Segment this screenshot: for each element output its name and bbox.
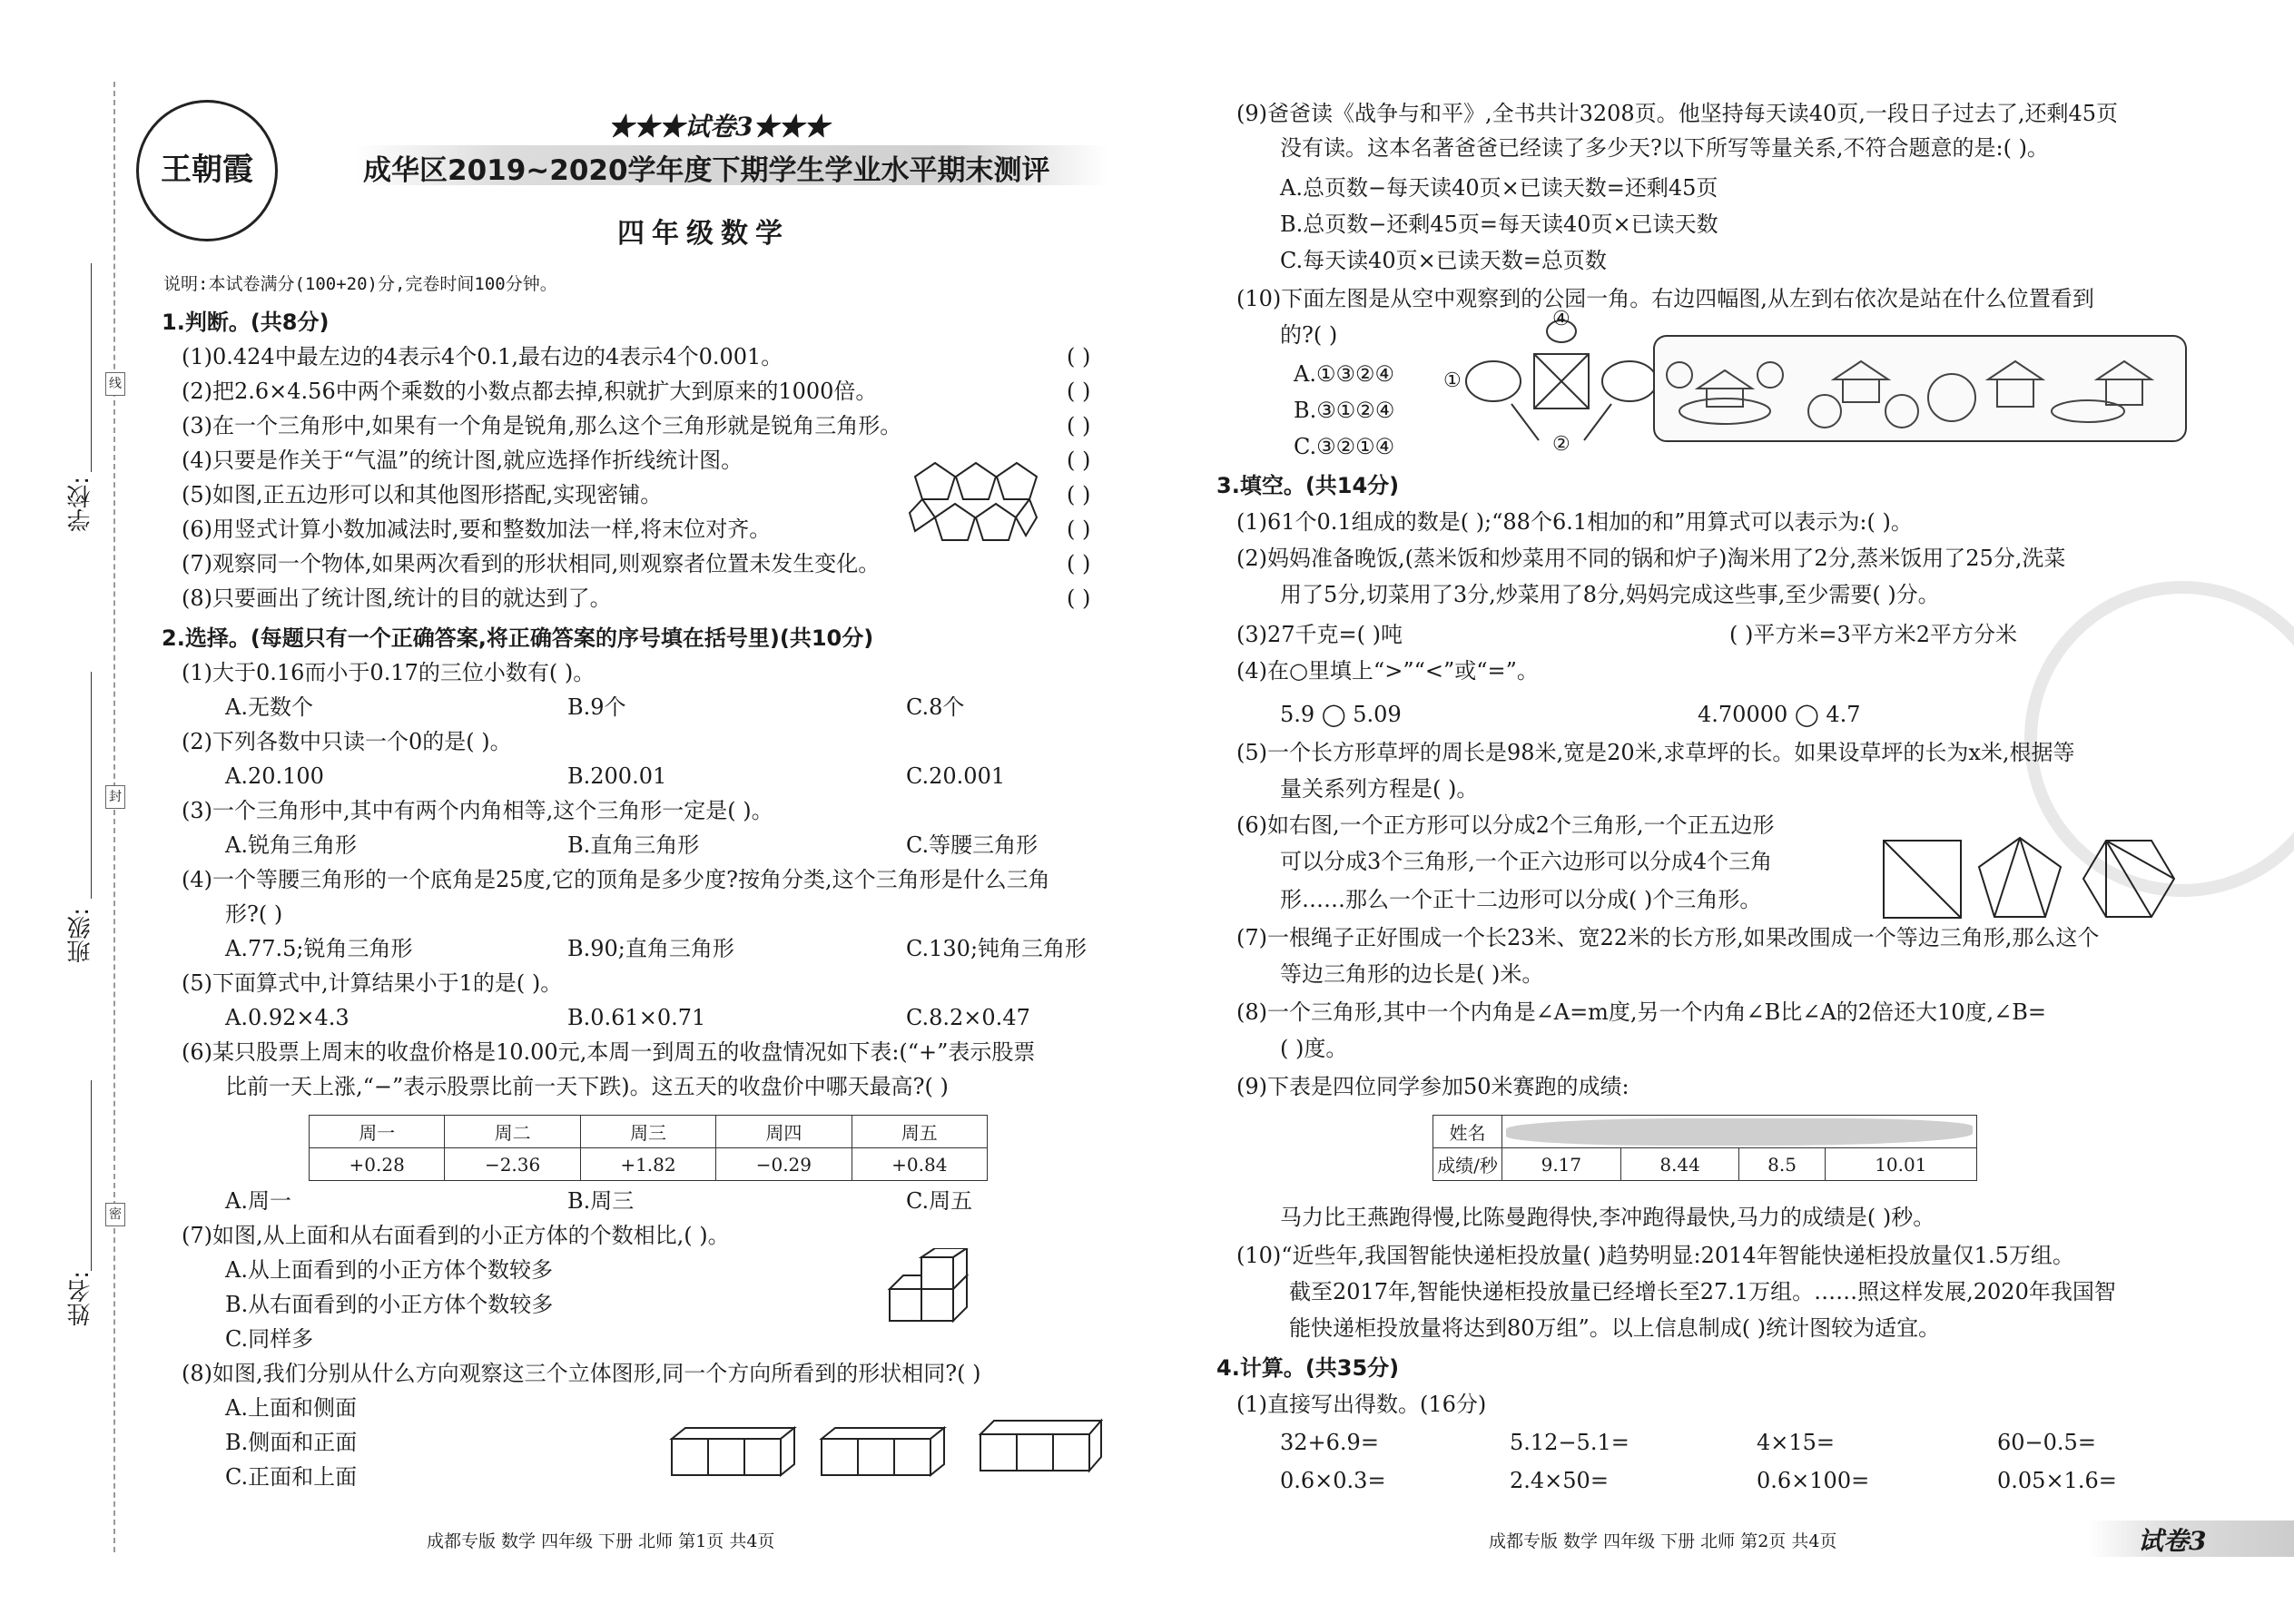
choice-option[interactable]: A.无数个 <box>225 694 313 720</box>
park-views-figure <box>1652 334 2188 443</box>
school-field[interactable] <box>91 263 92 472</box>
choice-option[interactable]: A.上面和侧面 <box>225 1395 357 1421</box>
judge-item: (1)0.424中最左边的4表示4个0.1,最右边的4表示4个0.001。 <box>182 344 783 369</box>
choice-option[interactable]: C.周五 <box>906 1188 973 1214</box>
footer-left: 成都专版 数学 四年级 下册 北师 第1页 共4页 <box>427 1531 775 1551</box>
choice-option[interactable]: A.总页数−每天读40页×已读天数=还剩45页 <box>1280 175 1718 201</box>
calc-item[interactable]: 0.6×0.3= <box>1280 1468 1386 1493</box>
table-header: 成绩/秒 <box>1433 1148 1502 1181</box>
choice-question: (3)一个三角形中,其中有两个内角相等,这个三角形一定是( )。 <box>182 798 773 823</box>
choice-option[interactable]: C.等腰三角形 <box>906 832 1039 858</box>
answer-bracket[interactable]: ( ) <box>1067 517 1091 542</box>
choice-option[interactable]: C.130;钝角三角形 <box>906 936 1088 961</box>
choice-question: (2)下列各数中只读一个0的是( )。 <box>182 729 512 754</box>
fill-item: (10)“近些年,我国智能快递柜投放量( )趋势明显:2014年智能快递柜投放量仅1.5万组。 <box>1236 1243 2074 1268</box>
section4-heading: 4.计算。(共35分) <box>1216 1355 1400 1381</box>
choice-question: (7)如图,从上面和从右面看到的小正方体的个数相比,( )。 <box>182 1223 730 1248</box>
table-header: 周二 <box>445 1116 580 1148</box>
choice-option[interactable]: B.侧面和正面 <box>225 1430 358 1455</box>
logo <box>136 100 278 241</box>
subject-title: 四年级数学 <box>617 218 790 250</box>
answer-bracket[interactable]: ( ) <box>1067 448 1091 473</box>
fill-item: (3)27千克=( )吨 <box>1236 622 1403 647</box>
judge-item: (4)只要是作关于“气温”的统计图,就应选择作折线统计图。 <box>182 448 743 473</box>
table-cell: +1.82 <box>580 1148 715 1181</box>
calc-item[interactable]: 60−0.5= <box>1997 1430 2096 1455</box>
table-row <box>310 1116 988 1148</box>
judge-item: (8)只要画出了统计图,统计的目的就达到了。 <box>182 586 612 611</box>
choice-question: (1)大于0.16而小于0.17的三位小数有( )。 <box>182 660 596 685</box>
choice-option[interactable]: C.③②①④ <box>1294 434 1395 459</box>
page-title: 成华区2019~2020学年度下期学生学业水平期末测评 <box>363 154 1050 187</box>
choice-question-cont: 形?( ) <box>225 901 283 927</box>
logo-text: 王朝霞 <box>161 152 253 188</box>
binding-margin <box>113 82 117 1552</box>
choice-option[interactable]: A.0.92×4.3 <box>225 1005 350 1030</box>
calc-item[interactable]: 32+6.9= <box>1280 1430 1379 1455</box>
cube-stack-figure <box>885 1248 985 1334</box>
table-cell: +0.28 <box>310 1148 445 1181</box>
answer-bracket[interactable]: ( ) <box>1067 413 1091 438</box>
name-label: 姓名: <box>67 1271 94 1326</box>
calc-item[interactable]: 2.4×50= <box>1510 1468 1609 1493</box>
choice-option[interactable]: B.200.01 <box>567 763 667 789</box>
fill-item: (9)下表是四位同学参加50米赛跑的成绩: <box>1236 1074 1629 1099</box>
choice-option[interactable]: B.从右面看到的小正方体个数较多 <box>225 1292 554 1317</box>
choice-option[interactable]: A.从上面看到的小正方体个数较多 <box>225 1257 553 1283</box>
choice-option[interactable]: B.周三 <box>567 1188 635 1214</box>
compare-item[interactable]: 4.70000 ◯ 4.7 <box>1698 702 1861 727</box>
table-cell: 10.01 <box>1825 1148 1976 1181</box>
table-cell: −0.29 <box>716 1148 852 1181</box>
answer-bracket[interactable]: ( ) <box>1067 586 1091 611</box>
table-header: 周五 <box>852 1116 987 1148</box>
table-cell: 9.17 <box>1502 1148 1621 1181</box>
choice-option[interactable]: C.同样多 <box>225 1326 314 1352</box>
section1-heading: 1.判断。(共8分) <box>162 310 330 335</box>
polygon-division-figure <box>1879 833 2192 924</box>
binding-tag-seal: 封 <box>105 785 125 809</box>
choice-option[interactable]: A.①③②④ <box>1294 361 1395 387</box>
judge-item: (5)如图,正五边形可以和其他图形搭配,实现密铺。 <box>182 482 663 507</box>
school-label: 学校: <box>67 477 94 532</box>
choice-option[interactable]: C.每天读40页×已读天数=总页数 <box>1280 248 1607 273</box>
choice-option[interactable]: B.9个 <box>567 694 626 720</box>
choice-option[interactable]: C.8个 <box>906 694 965 720</box>
answer-bracket[interactable]: ( ) <box>1067 379 1091 404</box>
calc-subheading: (1)直接写出得数。(16分) <box>1236 1392 1487 1417</box>
ink-blot <box>1506 1118 1973 1146</box>
choice-option[interactable]: C.正面和上面 <box>225 1464 358 1490</box>
choice-option[interactable]: B.0.61×0.71 <box>567 1005 706 1030</box>
table-row <box>310 1148 988 1181</box>
calc-item[interactable]: 0.6×100= <box>1757 1468 1870 1493</box>
position-label: ② <box>1552 433 1570 456</box>
park-aerial-figure <box>1439 308 1684 458</box>
fill-item-cont: 用了5分,切菜用了3分,炒菜用了8分,妈妈完成这些事,至少需要( )分。 <box>1280 582 1940 607</box>
answer-bracket[interactable]: ( ) <box>1067 344 1091 369</box>
choice-option[interactable]: A.周一 <box>225 1188 291 1214</box>
table-cell: 8.44 <box>1620 1148 1739 1181</box>
choice-option[interactable]: C.8.2×0.47 <box>906 1005 1030 1030</box>
calc-item[interactable]: 5.12−5.1= <box>1510 1430 1629 1455</box>
fill-item: (2)妈妈准备晚饭,(蒸米饭和炒菜用不同的锅和炉子)淘米用了2分,蒸米饭用了25分,洗菜 <box>1236 546 2066 571</box>
section3-heading: 3.填空。(共14分) <box>1216 473 1400 498</box>
choice-question-cont: 的?( ) <box>1280 322 1338 348</box>
calc-item[interactable]: 4×15= <box>1757 1430 1836 1455</box>
fill-item: (5)一个长方形草坪的周长是98米,宽是20米,求草坪的长。如果设草坪的长为x米,根据等 <box>1236 740 2075 765</box>
pentagon-tiling-figure <box>908 458 1044 554</box>
answer-bracket[interactable]: ( ) <box>1067 551 1091 576</box>
choice-question: (8)如图,我们分别从什么方向观察这三个立体图形,同一个方向所看到的形状相同?( ) <box>182 1361 981 1386</box>
choice-option[interactable]: A.77.5;锐角三角形 <box>225 936 413 961</box>
table-cell: +0.84 <box>852 1148 987 1181</box>
binding-tag-secret: 密 <box>105 1203 125 1226</box>
fill-item-cont: 能快递柜投放量将达到80万组”。以上信息制成( )统计图较为适宜。 <box>1289 1315 1941 1341</box>
choice-question-cont: 没有读。这本名著爸爸已经读了多少天?以下所写等量关系,不符合题意的是:( )。 <box>1280 135 2049 161</box>
choice-question: (5)下面算式中,计算结果小于1的是( )。 <box>182 970 563 996</box>
compare-item[interactable]: 5.9 ◯ 5.09 <box>1280 702 1402 727</box>
choice-option[interactable]: A.锐角三角形 <box>225 832 357 858</box>
choice-option[interactable]: A.20.100 <box>225 763 324 789</box>
footer-right: 成都专版 数学 四年级 下册 北师 第2页 共4页 <box>1489 1531 1837 1551</box>
table-header: 姓名 <box>1433 1116 1502 1148</box>
choice-question: (9)爸爸读《战争与和平》,全书共计3208页。他坚持每天读40页,一段日子过去了,还剩45页 <box>1236 101 2119 126</box>
solids-figure <box>667 1412 1103 1484</box>
series-label: ★★★试卷3★★★ <box>608 112 830 142</box>
choice-option[interactable]: C.20.001 <box>906 763 1006 789</box>
fill-item: ( )平方米=3平方米2平方分米 <box>1729 622 2018 647</box>
fill-item-cont: 量关系列方程是( )。 <box>1280 776 1479 802</box>
fill-item-cont: 可以分成3个三角形,一个正六边形可以分成4个三角 <box>1280 849 1773 874</box>
choice-question-cont: 比前一天上涨,“−”表示股票比前一天下跌)。这五天的收盘价中哪天最高?( ) <box>225 1074 949 1099</box>
judge-item: (7)观察同一个物体,如果两次看到的形状相同,则观察者位置未发生变化。 <box>182 551 881 576</box>
binding-tag-line: 线 <box>105 372 125 396</box>
judge-item: (2)把2.6×4.56中两个乘数的小数点都去掉,积就扩大到原来的1000倍。 <box>182 379 878 404</box>
position-label: ① <box>1443 369 1462 392</box>
fill-item-cont: 马力比王燕跑得慢,比陈曼跑得快,李冲跑得最快,马力的成绩是( )秒。 <box>1280 1205 1935 1230</box>
table-header: 周三 <box>580 1116 715 1148</box>
fill-item-cont: 等边三角形的边长是( )米。 <box>1280 961 1544 987</box>
exam-note: 说明:本试卷满分(100+20)分,完卷时间100分钟。 <box>163 274 557 294</box>
table-header: 周四 <box>716 1116 852 1148</box>
fill-item: (4)在○里填上“>”“<”或“=”。 <box>1236 658 1539 684</box>
class-label: 班级: <box>67 908 94 963</box>
judge-item: (6)用竖式计算小数加减法时,要和整数加法一样,将末位对齐。 <box>182 517 772 542</box>
footer-tag: 试卷3 <box>2138 1526 2207 1556</box>
fill-item-cont: 形……那么一个正十二边形可以分成( )个三角形。 <box>1280 887 1762 912</box>
fill-item: (7)一根绳子正好围成一个长23米、宽22米的长方形,如果改围成一个等边三角形,那么这个 <box>1236 925 2100 950</box>
choice-option[interactable]: B.总页数−还剩45页=每天读40页×已读天数 <box>1280 212 1718 237</box>
table-cell: 8.5 <box>1739 1148 1825 1181</box>
class-field[interactable] <box>91 672 92 899</box>
fill-item: (8)一个三角形,其中一个内角是∠A=m度,另一个内角∠B比∠A的2倍还大10度,∠B= <box>1236 999 2047 1025</box>
fill-item: (1)61个0.1组成的数是( );“88个6.1相加的和”用算式可以表示为:( )。 <box>1236 509 1913 535</box>
obscured-names-cell <box>1502 1116 1977 1148</box>
fill-item: (6)如右图,一个正方形可以分成2个三角形,一个正五边形 <box>1236 812 1775 838</box>
position-label: ④ <box>1552 308 1570 330</box>
table-row <box>1433 1148 1977 1181</box>
judge-item: (3)在一个三角形中,如果有一个角是锐角,那么这个三角形就是锐角三角形。 <box>182 413 902 438</box>
table-row <box>1433 1116 1977 1148</box>
choice-option[interactable]: B.③①②④ <box>1294 398 1395 423</box>
choice-option[interactable]: B.直角三角形 <box>567 832 700 858</box>
choice-question: (10)下面左图是从空中观察到的公园一角。右边四幅图,从左到右依次是站在什么位置看到 <box>1236 286 2094 311</box>
calc-item[interactable]: 0.05×1.6= <box>1997 1468 2117 1493</box>
choice-question: (6)某只股票上周末的收盘价格是10.00元,本周一到周五的收盘情况如下表:(“+”表示股票 <box>182 1039 1036 1065</box>
fill-item-cont: ( )度。 <box>1280 1036 1348 1061</box>
stock-table <box>309 1115 988 1181</box>
fill-item-cont: 截至2017年,智能快递柜投放量已经增长至27.1万组。……照这样发展,2020年我国智 <box>1289 1279 2116 1304</box>
name-field[interactable] <box>91 1080 92 1271</box>
section2-heading: 2.选择。(每题只有一个正确答案,将正确答案的序号填在括号里)(共10分) <box>162 625 874 651</box>
choice-question: (4)一个等腰三角形的一个底角是25度,它的顶角是多少度?按角分类,这个三角形是什么三角 <box>182 867 1050 892</box>
answer-bracket[interactable]: ( ) <box>1067 482 1091 507</box>
choice-option[interactable]: B.90;直角三角形 <box>567 936 734 961</box>
race-table <box>1433 1115 1977 1181</box>
table-cell: −2.36 <box>445 1148 580 1181</box>
table-header: 周一 <box>310 1116 445 1148</box>
